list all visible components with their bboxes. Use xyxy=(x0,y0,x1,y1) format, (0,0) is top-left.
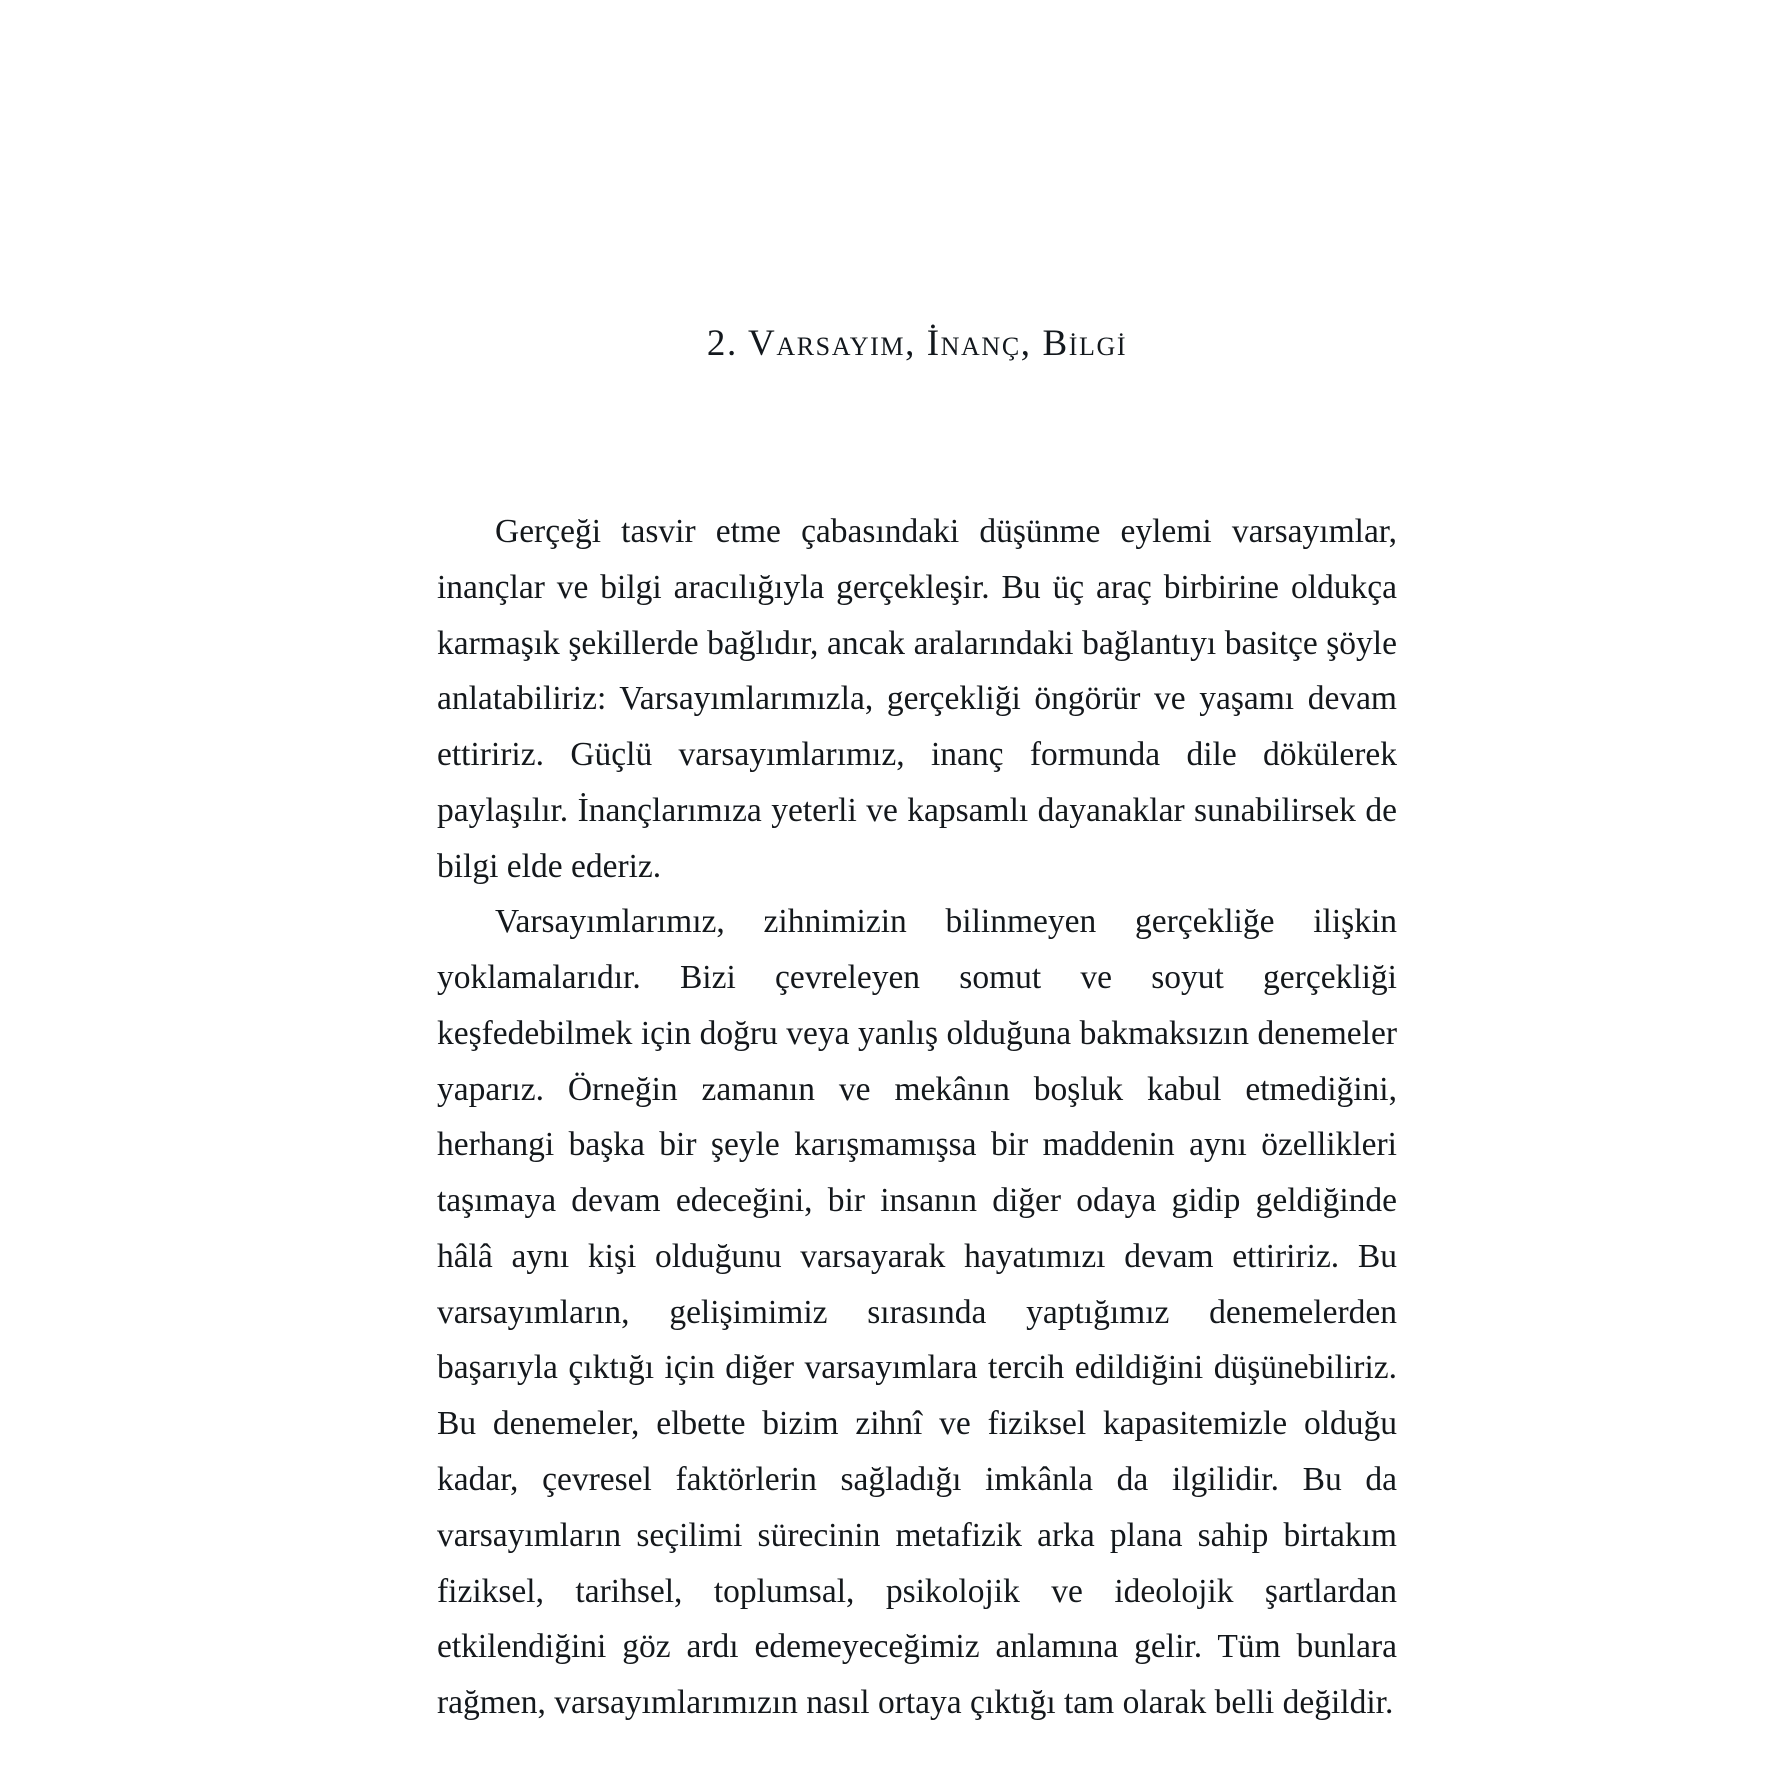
chapter-heading: 2. Varsayım, İnanç, Bilgi xyxy=(706,323,1128,364)
page-content xyxy=(437,0,1397,1731)
paragraph-2 xyxy=(437,894,1397,1730)
paragraph-text: Varsayımlarımız, zihnimizin bilinmeyen gerçekliğe ilişkin yoklamalarıdır. Bizi çevreleyen somut ve soyut gerçekliği keşfedebilmek için doğru veya yanlış olduğuna bakmaksızın denemeler yaparız. Örneğin zamanın ve mekânın boşluk kabul etmediğini, herhangi başka bir şeyle karışmamışsa bir maddenin aynı özellikleri taşımaya devam edeceğini, bir insanın diğer odaya gidip geldiğinde hâlâ aynı kişi olduğunu varsayarak hayatımızı devam ettiririz. Bu varsayımların, gelişimimiz sırasında yaptığımız denemelerden başarıyla çıktığı için diğer varsayımlara tercih edildiğini düşünebiliriz. Bu denemeler, elbette bizim zihnî ve fiziksel kapasitemizle olduğu kadar, çevresel faktörlerin sağladığı imkânla da ilgilidir. Bu da varsayımların seçilimi sürecinin metafizik arka plana sahip birtakım fiziksel, tarihsel, toplumsal, psikolojik ve ideolojik şartlardan etkilendiğini göz ardı edemeyeceğimiz anlamına gelir. Tüm bunlara rağmen, varsayımlarımızın nasıl ortaya çıktığı tam olarak belli değildir. xyxy=(437,903,1397,1722)
paragraph-1 xyxy=(437,504,1397,894)
paragraph-text: Gerçeği tasvir etme çabasındaki düşünme eylemi varsayımlar, inançlar ve bilgi aracılığıyla gerçekleşir. Bu üç araç birbirine oldukça karmaşık şekillerde bağlıdır, ancak aralarındaki bağlantıyı basitçe şöyle anlatabiliriz: Varsayımlarımızla, gerçekliği öngörür ve yaşamı devam ettiririz. Güçlü varsayımlarımız, inanç formunda dile dökülerek paylaşılır. İnançlarımıza yeterli ve kapsamlı dayanaklar sunabilirsek de bilgi elde ederiz. xyxy=(437,513,1397,885)
